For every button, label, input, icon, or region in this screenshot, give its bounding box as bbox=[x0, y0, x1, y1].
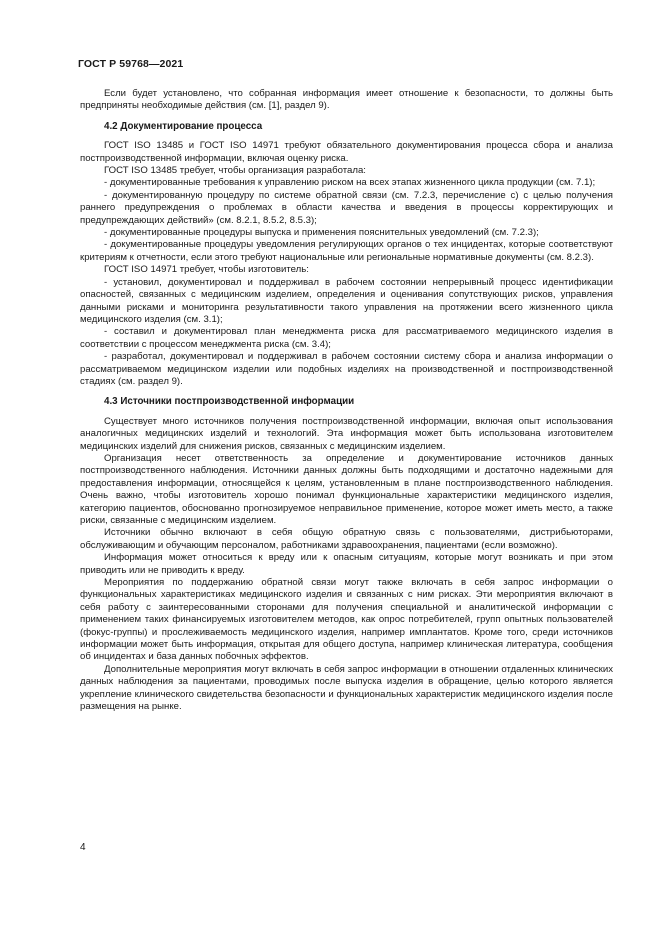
document-body bbox=[80, 88, 613, 714]
paragraph: ГОСТ ISO 13485 и ГОСТ ISO 14971 требуют обязательного документирования процесса сбора и анализа постпроизводственной информации, включая оценку риска. bbox=[80, 140, 613, 164]
paragraph: Организация несет ответственность за определение и документирование источников данных постпроизводственного наблюдения. Источники данных должны быть подходящими и достаточно надежными для предоставления информации, относящейся к целям, установленным в плане постпроизводственного наблюдения. Очень важно, чтобы изготовитель хорошо понимал функциональные характеристики медицинского изделия, категорию пациентов, обоснованно прогнозируемое неправильное применение, которое может иметь место, а также риски, связанные с медицинским изделием. bbox=[80, 452, 613, 526]
paragraph: ГОСТ ISO 14971 требует, чтобы изготовитель: bbox=[104, 264, 309, 276]
list-item: - документированные требования к управлению риском на всех этапах жизненного цикла продукции (см. 7.1); bbox=[104, 177, 596, 189]
section-4-2-title: 4.2 Документирование процесса bbox=[104, 120, 263, 132]
paragraph: Существует много источников получения постпроизводственной информации, включая опыт использования аналогичных медицинских изделий и технологий. Эта информация может быть использована изготовителем медицинских изделий для снижения рисков, связанных с медицинским изделием. bbox=[80, 415, 613, 452]
list-item: - документированные процедуры выпуска и применения пояснительных уведомлений (см. 7.2.3); bbox=[104, 227, 539, 239]
document-header: ГОСТ Р 59768—2021 bbox=[78, 58, 184, 70]
section-4-3-title: 4.3 Источники постпроизводственной информации bbox=[104, 396, 355, 408]
paragraph: ГОСТ ISO 13485 требует, чтобы организация разработала: bbox=[104, 165, 366, 177]
paragraph: Информация может относиться к вреду или к опасным ситуациям, которые могут возникать и при этом приводить или не приводить к вреду. bbox=[80, 552, 613, 576]
list-item: - документированную процедуру по системе обратной связи (см. 7.2.3, перечисление с) с целью получения раннего предупреждения о проблемах в области качества и введения в процессы корректирующих и предупреждающих действий» (см. 8.2.1, 8.5.2, 8.5.3); bbox=[80, 189, 613, 226]
list-item: - установил, документировал и поддерживал в рабочем состоянии непрерывный процесс идентификации опасностей, связанных с медицинским изделием, определения и оценивания сопутствующих рисков, управления данными рисками и мониторинга результативности такого управления на протяжении всего жизненного цикла медицинского изделия (см. 3.1); bbox=[80, 276, 613, 325]
paragraph: Мероприятия по поддержанию обратной связи могут также включать в себя запрос информации о функциональных характеристиках медицинского изделия и связанных с ним рисках. Эти мероприятия включают в себя работу с заинтересованными сторонами для получения специальной и аналитической информации с применением таких финансируемых изготовителем методов, как опрос потребителей, групп опытных пользователей (фокус-группы) и прослеживаемость медицинского изделия, например имплантатов. Кроме того, среди источников информации может быть информация, открытая для общего доступа, например клиническая литература, сообщения об инцидентах и база данных побочных эффектов. bbox=[80, 577, 613, 663]
intro-paragraph: Если будет установлено, что собранная информация имеет отношение к безопасности, то должны быть предприняты необходимые действия (см. [1], раздел 9). bbox=[80, 88, 613, 112]
paragraph: Источники обычно включают в себя общую обратную связь с пользователями, дистрибьюторами, обслуживающим и обучающим персоналом, работниками здравоохранения, пациентами (если возможно). bbox=[80, 527, 613, 551]
list-item: - составил и документировал план менеджмента риска для рассматриваемого медицинского изделия в соответствии с процессом менеджмента риска (см. 3.4); bbox=[80, 326, 613, 350]
paragraph: Дополнительные мероприятия могут включать в себя запрос информации в отношении отдаленных клинических данных наблюдения за пациентами, проводимых после выпуска изделия в обращение, целью которого является укрепление клинического свидетельства безопасности и функциональных характеристик медицинского изделия после размещения на рынке. bbox=[80, 663, 613, 713]
page-number: 4 bbox=[80, 842, 86, 853]
list-item: - документированные процедуры уведомления регулирующих органов о тех инцидентах, которые соответствуют критериям к отчетности, если этого требуют национальные или региональные нормативные документы (см. 8.2.3). bbox=[80, 239, 613, 263]
list-item: - разработал, документировал и поддерживал в рабочем состоянии систему сбора и анализа информации о рассматриваемом медицинском изделии или подобных изделиях на производственной и постпроизводственной стадиях (см. раздел 9). bbox=[80, 351, 613, 387]
